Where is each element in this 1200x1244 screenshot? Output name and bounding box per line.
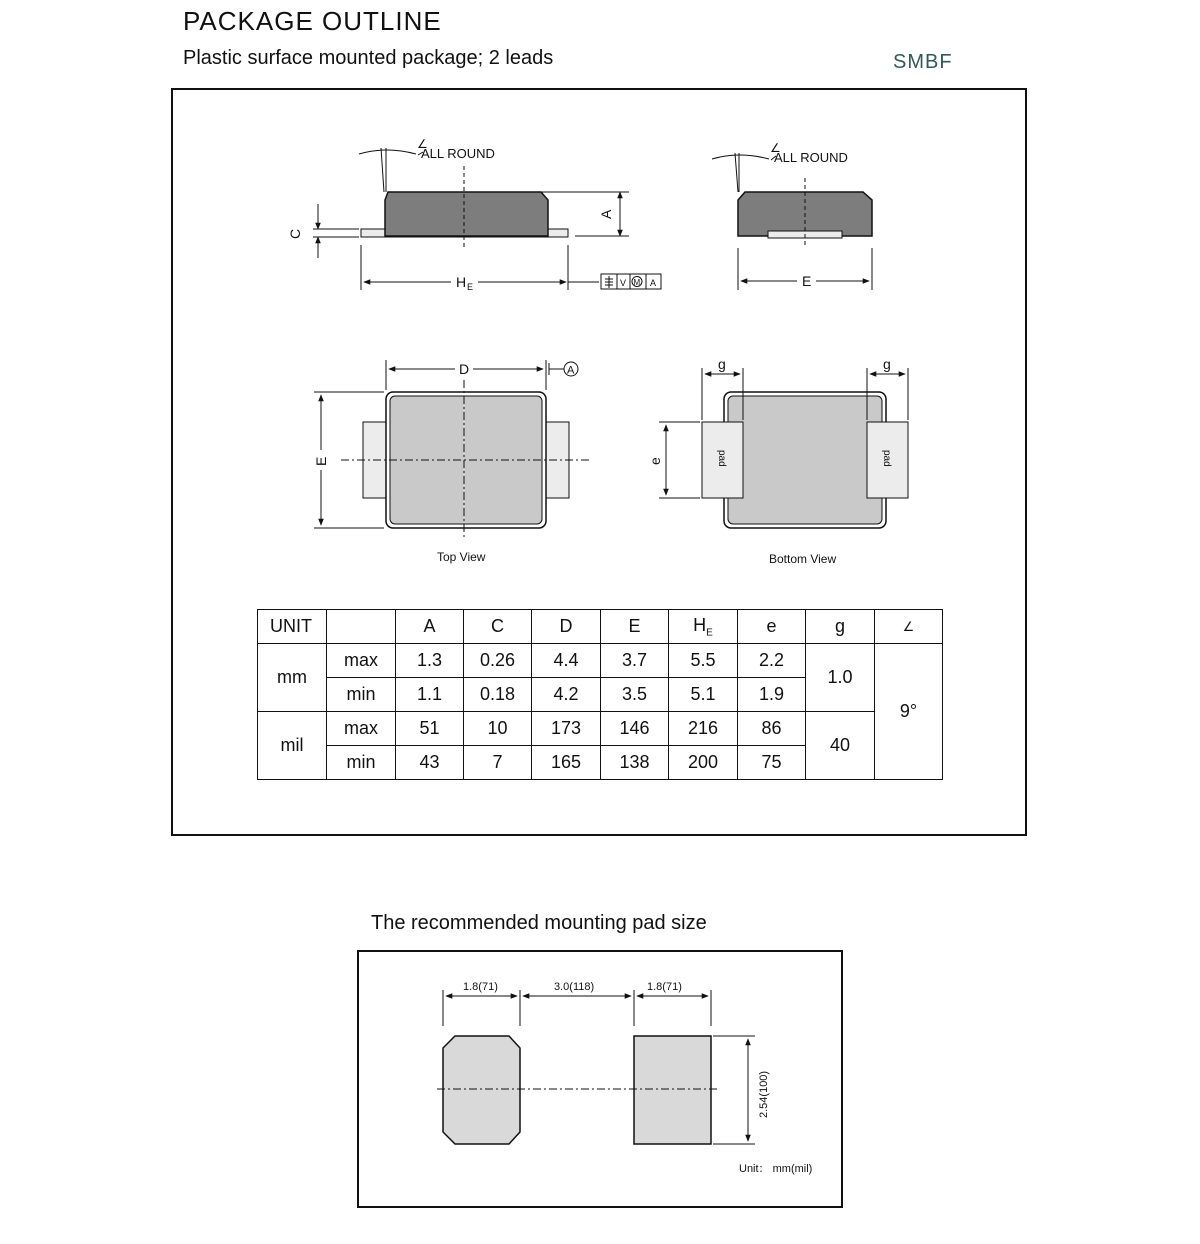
bottom-view-body (728, 396, 882, 524)
value-cell: 1.3 (396, 644, 464, 678)
value-cell: 3.5 (601, 678, 669, 712)
dim-a-label: A (598, 209, 614, 219)
dim-e-small-label: e (647, 457, 663, 465)
dim-he-label: H (456, 274, 467, 290)
value-cell: 138 (601, 746, 669, 780)
value-cell: 1.1 (396, 678, 464, 712)
dim-d-label: D (459, 361, 470, 377)
table-header-row (258, 610, 943, 644)
mounting-pad-left (443, 1036, 520, 1144)
pad-dim-right: 1.8(71) (647, 981, 682, 993)
package-description: Plastic surface mounted package; 2 leads (183, 47, 554, 69)
value-cell: 4.2 (532, 678, 601, 712)
dim-e-label: E (802, 273, 812, 289)
side-view-right (712, 153, 872, 290)
value-cell: 3.7 (601, 644, 669, 678)
g-mil-cell: 40 (806, 712, 875, 780)
header-angle: ∠ (875, 610, 943, 644)
value-cell: 173 (532, 712, 601, 746)
page-title: PACKAGE OUTLINE (183, 6, 442, 36)
header-e: E (601, 610, 669, 644)
value-cell: 43 (396, 746, 464, 780)
dim-he-subscript: E (467, 282, 474, 292)
angle-cell: 9° (875, 644, 943, 780)
dim-g-left-label: g (718, 356, 726, 372)
value-cell: 200 (669, 746, 738, 780)
top-view-caption: Top View (437, 550, 486, 564)
value-cell: 86 (738, 712, 806, 746)
value-cell: 216 (669, 712, 738, 746)
datum-a-label: A (567, 364, 575, 377)
pad-unit-note: Unit： mm(mil) (739, 1163, 813, 1175)
angle-symbol-right: ∠ (770, 141, 781, 155)
header-c: C (464, 610, 532, 644)
value-cell: 146 (601, 712, 669, 746)
header-a: A (396, 610, 464, 644)
value-cell: 7 (464, 746, 532, 780)
pad-dim-gap: 3.0(118) (554, 981, 595, 993)
value-cell: 4.4 (532, 644, 601, 678)
table-row (258, 644, 943, 678)
g-mm-cell: 1.0 (806, 644, 875, 712)
pad-label-right: pad (881, 450, 892, 467)
all-round-label-left: ALL ROUND (421, 146, 495, 161)
pad-dim-height: 2.54(100) (758, 1070, 770, 1118)
side-view-body (385, 192, 548, 236)
tolerance-m: M (633, 278, 641, 287)
mounting-pad-right (634, 1036, 711, 1144)
value-cell: 0.26 (464, 644, 532, 678)
header-unit: UNIT (258, 610, 327, 644)
value-cell: 0.18 (464, 678, 532, 712)
limit-cell: min (327, 746, 396, 780)
dim-e-top-label: E (313, 456, 329, 466)
table-row (258, 712, 943, 746)
header-he (669, 610, 738, 644)
pad-label-left: pad (716, 450, 727, 467)
bottom-view (659, 368, 908, 528)
pad-dim-left: 1.8(71) (463, 981, 498, 993)
unit-mm: mm (258, 644, 327, 712)
value-cell: 5.1 (669, 678, 738, 712)
value-cell: 51 (396, 712, 464, 746)
dim-c-label: C (287, 228, 303, 239)
header-he-sub: E (706, 627, 713, 639)
tolerance-a: A (650, 278, 657, 288)
top-view (314, 360, 591, 540)
header-g: g (806, 610, 875, 644)
all-round-label-right: ALL ROUND (774, 150, 848, 165)
value-cell: 5.5 (669, 644, 738, 678)
mounting-pad-title: The recommended mounting pad size (371, 912, 707, 934)
header-he-main: H (693, 614, 707, 635)
value-cell: 165 (532, 746, 601, 780)
value-cell: 2.2 (738, 644, 806, 678)
header-d: D (532, 610, 601, 644)
limit-cell: max (327, 712, 396, 746)
header-limit (327, 610, 396, 644)
unit-mil: mil (258, 712, 327, 780)
dimensions-table (257, 609, 943, 780)
value-cell: 10 (464, 712, 532, 746)
package-code: SMBF (893, 51, 953, 73)
value-cell: 75 (738, 746, 806, 780)
dim-g-right-label: g (883, 356, 891, 372)
angle-symbol-left: ∠ (417, 137, 428, 151)
tolerance-v: V (620, 278, 627, 288)
limit-cell: min (327, 678, 396, 712)
mounting-pad-drawing (357, 950, 843, 1208)
limit-cell: max (327, 644, 396, 678)
value-cell: 1.9 (738, 678, 806, 712)
bottom-view-caption: Bottom View (769, 552, 837, 566)
header-e-pitch: e (738, 610, 806, 644)
